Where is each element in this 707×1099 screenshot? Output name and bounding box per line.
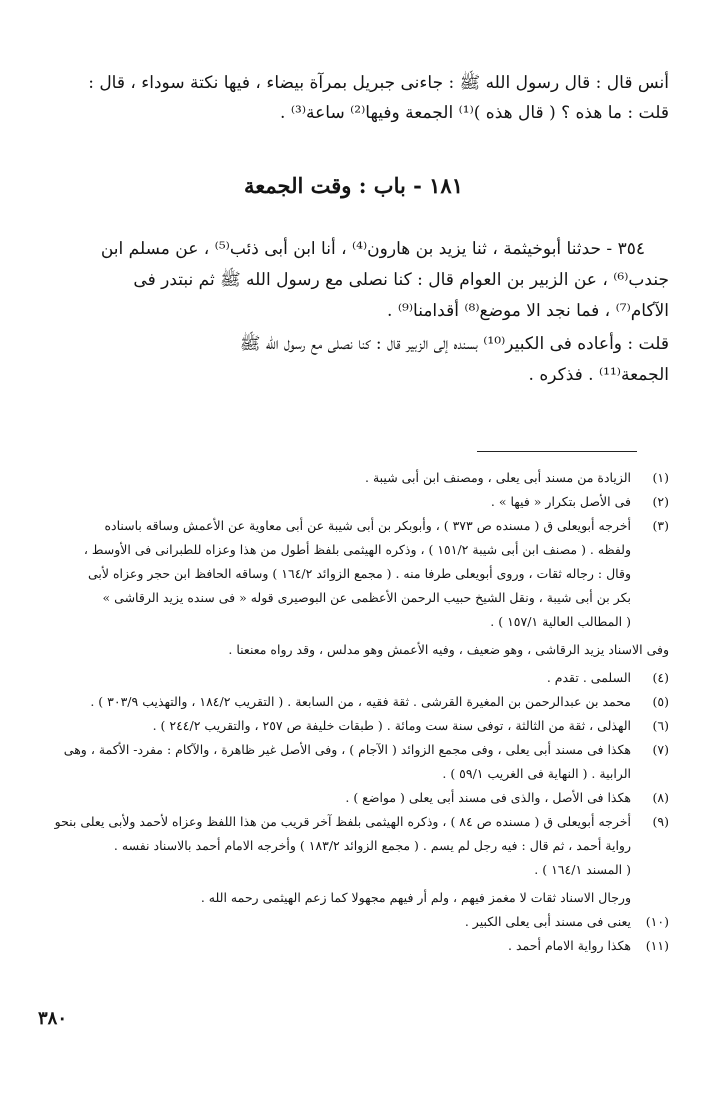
footnote-text: أخرجه أبويعلى ق ( مسنده ص ٣٧٣ ) ، وأبوبكر بن أبى شيبة عن أبى معاوية عن الأعمش وساقه باسناده [104,518,631,533]
intro-line-2: قلت : ما هذه ؟ ( قال هذه )⁽¹⁾ الجمعة وفيها⁽²⁾ ساعة⁽³⁾ . [280,103,669,123]
footnote-3-remark: وفى الاسناد يزيد الرقاشى ، وهو ضعيف ، وفيه الأعمش وهو مدلس ، وقد رواه معنعنا . [228,642,669,657]
footnote-text: هكذا رواية الامام أحمد . [508,938,631,953]
hadith-line: جندب⁽⁶⁾ ، عن الزبير بن العوام قال : كنا نصلى مع رسول الله ﷺ ثم نبتدر فى [133,270,669,290]
footnote-4 [38,666,669,690]
footnote-text: وقال : رجاله ثقات ، وروى أبويعلى طرفا منه . ( مجمع الزوائد ١٦٤/٢ ) وساقه الحافظ ابن حجر وعزاه لأبى [87,566,631,581]
footnote-number: (٩) [652,814,669,829]
footnote-9 [38,810,669,882]
footnote-number: (١٠) [645,914,669,929]
footnote-text: الهذلى ، ثقة من الثالثة ، توفى سنة ست ومائة . ( طبقات خليفة ص ٢٥٧ ، والتقريب ٢٤٤/٢ ) . [152,718,631,733]
footnote-number: (٥) [652,694,669,709]
footnote-text: محمد بن عبدالرحمن بن المغيرة القرشى . ثقة فقيه ، من السابعة . ( التقريب ١٨٤/٢ ، والتهذيب ٣٠٣/٩ ) . [90,694,631,709]
intro-paragraph [38,68,669,128]
footnote-7 [38,738,669,786]
footnotes [38,466,669,958]
footnote-text: أخرجه أبويعلى ق ( مسنده ص ٨٤ ) ، وذكره الهيثمى بلفظ آخر قريب من هذا اللفظ وعزاه لأحمد ولأبى يعلى بنحو [54,814,631,829]
footnote-number: (١١) [645,938,669,953]
footnote-text: يعنى فى مسند أبى يعلى الكبير . [464,914,631,929]
footnote-10 [38,910,669,934]
footnote-number: (٨) [652,790,669,805]
footnote-text: فى الأصل بتكرار « فيها » . [490,494,631,509]
hadith-line: ٣٥٤ - حدثنا أبوخيثمة ، ثنا يزيد بن هارون⁽⁴⁾ ، أنا ابن أبى ذئب⁽⁵⁾ ، عن مسلم ابن [100,239,645,259]
note-line: الجمعة⁽¹¹⁾ . فذكره . [528,365,669,385]
footnote-text: ( المسند ١٦٤/١ ) . [534,862,631,877]
footnote-6 [38,714,669,738]
footnote-text: رواية أحمد ، ثم قال : فيه رجل لم يسم . ( مجمع الزوائد ١٨٣/٢ ) وأخرجه الامام أحمد بالاسناد نفسه . [113,838,631,853]
footnote-number: (١) [652,470,669,485]
footnote-number: (٣) [652,518,669,533]
footnote-number: (٤) [652,670,669,685]
footnote-1 [38,466,669,490]
note-line: قلت : وأعاده فى الكبير⁽¹⁰⁾ بسنده إلى الزبير قال : كنا نصلى مع رسول الله ﷺ [239,334,669,354]
page-number: ٣٨٠ [38,1008,68,1029]
intro-line-1: أنس قال : قال رسول الله ﷺ : جاءنى جبريل بمرآة بيضاء ، فيها نكتة سوداء ، قال : [88,73,669,93]
footnote-number: (٧) [652,742,669,757]
footnote-3 [38,514,669,634]
footnote-divider [477,451,637,452]
chapter-heading: ١٨١ - باب : وقت الجمعة [244,173,463,198]
footnote-text: ولفظه . ( مصنف ابن أبى شيبة ١٥١/٢ ) ، وذكره الهيثمى بلفظ أطول من هذا وعزاه للطبرانى فى الأوسط ، [83,542,631,557]
footnote-text: ( المطالب العالية ١٥٧/١ ) . [490,614,631,629]
footnote-number: (٢) [652,494,669,509]
footnote-2 [38,490,669,514]
footnote-9-remark: ورجال الاسناد ثقات لا مغمز فيهم ، ولم أر فيهم مجهولا كما زعم الهيثمى رحمه الله . [200,890,631,905]
footnote-text: هكذا فى الأصل ، والذى فى مسند أبى يعلى ( مواضع ) . [345,790,631,805]
hadith-line: الآكام⁽⁷⁾ ، فما نجد الا موضع⁽⁸⁾ أقدامنا⁽⁹⁾ . [387,301,669,321]
footnote-text: هكذا فى مسند أبى يعلى ، وفى مجمع الزوائد ( الآجام ) ، وفى الأصل غير ظاهرة ، والآكام : مفرد- الأكمة ، وهى [63,742,631,757]
footnote-number: (٦) [652,718,669,733]
footnote-8 [38,786,669,810]
footnote-text: السلمى . تقدم . [546,670,631,685]
footnote-text: الرابية . ( النهاية فى الغريب ٥٩/١ ) . [442,766,631,781]
footnote-11 [38,934,669,958]
footnote-5 [38,690,669,714]
hadith-block [38,236,669,389]
footnote-text: الزيادة من مسند أبى يعلى ، ومصنف ابن أبى شيبة . [365,470,631,485]
footnote-text: بكر بن أبى شيبة ، ونقل الشيخ حبيب الرحمن الأعظمى عن البوصيرى قوله « فى سنده يزيد الرقاشى » [102,590,631,605]
